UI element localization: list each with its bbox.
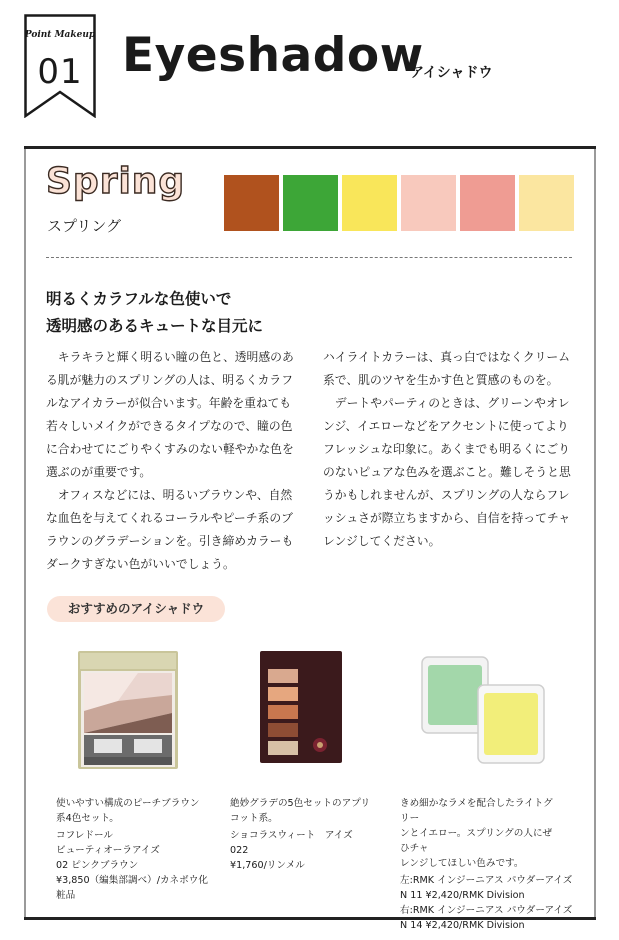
product-price: ¥3,850（編集部調べ）/カネボウ化 <box>56 875 208 886</box>
product-name-right: 右:RMK インジーニアス パウダーアイズ <box>400 905 573 916</box>
recommend-label: おすすめのアイシャドウ <box>47 596 225 622</box>
color-swatch <box>401 175 456 231</box>
product-price: ¥1,760/リンメル <box>230 860 305 871</box>
product-description-line: 系4色セット。 <box>56 813 119 824</box>
body-paragraph: デートやパーティのときは、グリーンやオレンジ、イエローなどをアクセントに使ってよりフレッシュな印象に。あくまでも明るくにごりのないピュアな色みを選ぶこと。難しそうと思うかもしれませんが、スプリングの人ならフレッシュさが際立ちますから、自信を持ってチャレンジしてください。 <box>323 396 571 548</box>
dashed-divider <box>46 257 572 258</box>
product-price-right: N 14 ¥2,420/RMK Division <box>400 920 525 931</box>
product-description <box>56 796 216 826</box>
frame-right-border <box>594 149 596 917</box>
color-swatch <box>460 175 515 231</box>
frame-left-border <box>24 149 26 917</box>
product-shade: 022 <box>230 845 249 856</box>
season-name-jp: スプリング <box>47 217 122 235</box>
color-swatch <box>519 175 574 231</box>
body-paragraph: ハイライトカラーは、真っ白ではなくクリーム系で、肌のツヤを生かす色と質感のものを。 <box>323 350 571 387</box>
product-image-coffret-dor <box>78 651 178 769</box>
body-paragraph: オフィスなどには、明るいブラウンや、自然な血色を与えてくれるコーラルやピーチ系のブラウンのグラデーションを。引き締めカラーもダークすぎない色がいいでしょう。 <box>46 488 294 571</box>
body-column-left <box>46 346 294 576</box>
badge-number: 01 <box>37 52 83 92</box>
product-caption-1 <box>56 796 216 903</box>
color-palette <box>224 175 574 231</box>
product-caption-2 <box>230 796 390 873</box>
product-price-cont: 粧品 <box>56 890 76 901</box>
product-name: ビューティオーラアイズ <box>56 845 160 856</box>
product-description-line: 使いやすい構成のピーチブラウン <box>56 798 200 809</box>
product-description <box>400 796 560 871</box>
product-image-chocolat-sweet-eyes <box>260 651 342 763</box>
product-name-left: 左:RMK インジーニアス パウダーアイズ <box>400 875 573 886</box>
product-brand: コフレドール <box>56 830 113 841</box>
product-description-line: 絶妙グラデの5色セットのアプリ <box>230 798 371 809</box>
season-name: Spring <box>46 161 186 202</box>
section-badge <box>24 14 96 118</box>
color-swatch <box>283 175 338 231</box>
body-column-right <box>323 346 571 553</box>
lead-line: 明るくカラフルな色使いで <box>46 290 232 308</box>
body-paragraph: キラキラと輝く明るい瞳の色と、透明感のある肌が魅力のスプリングの人は、明るくカラフルなアイカラーが似合います。年齢を重ねても若々しいメイクができるタイプなので、瞳の色に合わせてにごりやくすみのない軽やかな色を選ぶのが重要です。 <box>46 350 294 479</box>
product-price-left: N 11 ¥2,420/RMK Division <box>400 890 525 901</box>
product-description <box>230 796 390 826</box>
product-name: ショコラスウィート アイズ <box>230 830 353 841</box>
product-shade: 02 ピンクブラウン <box>56 860 139 871</box>
top-rule <box>24 146 596 149</box>
lead-heading <box>46 286 263 340</box>
badge-caption: Point Makeup <box>24 30 96 40</box>
page-subtitle: アイシャドウ <box>410 65 493 81</box>
product-caption-3 <box>400 796 573 933</box>
product-description-line: コット系。 <box>230 813 278 824</box>
product-image-rmk-powder-eyes <box>420 655 548 767</box>
color-swatch <box>342 175 397 231</box>
lead-line: 透明感のあるキュートな目元に <box>46 317 264 335</box>
product-description-line: きめ細かなラメを配合したライトグリー <box>400 798 553 824</box>
color-swatch <box>224 175 279 231</box>
product-description-line: ンとイエロー。スプリングの人にぜひチャ <box>400 828 553 854</box>
product-description-line: レンジしてほしい色みです。 <box>400 858 524 869</box>
page-title: Eyeshadow <box>122 28 424 83</box>
